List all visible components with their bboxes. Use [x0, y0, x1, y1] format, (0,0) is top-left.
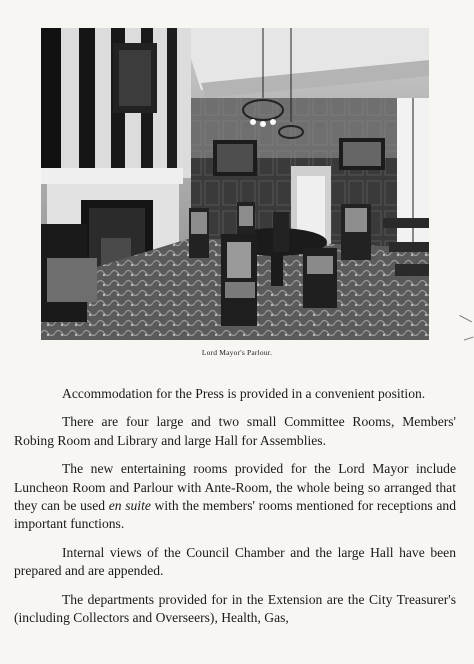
photo-caption: Lord Mayor's Parlour.: [201, 348, 273, 357]
en-suite-italic: en suite: [108, 498, 151, 514]
paragraph-entertaining-rooms: [14, 460, 456, 534]
paragraph-committee-rooms: There are four large and two small Committee Rooms, Members' Robing Room and Library and large Hall for Assemblies.: [14, 414, 456, 448]
paragraph-entertaining-rooms-end: with the members' rooms mentioned for receptions and important functions.: [14, 498, 456, 532]
page-edge-mark-lower: [464, 337, 474, 343]
parlour-photograph: [41, 28, 429, 340]
page-edge-mark: [458, 315, 472, 325]
body-text: [14, 385, 456, 637]
paragraph-press: Accommodation for the Press is provided in a convenient position.: [62, 386, 426, 401]
paragraph-departments: The departments provided for in the Extension are the City Treasurer's (including Collectors and Overseers), Health, Gas,: [14, 591, 456, 626]
paragraph-internal-views: Internal views of the Council Chamber and the large Hall have been prepared and are appended.: [14, 544, 456, 579]
paragraph-entertaining-rooms-start: The new entertaining rooms provided for the Lord Mayor include Luncheon Room and Parlour with Ante-Room, the whole being so arranged that they can be used: [14, 461, 456, 514]
